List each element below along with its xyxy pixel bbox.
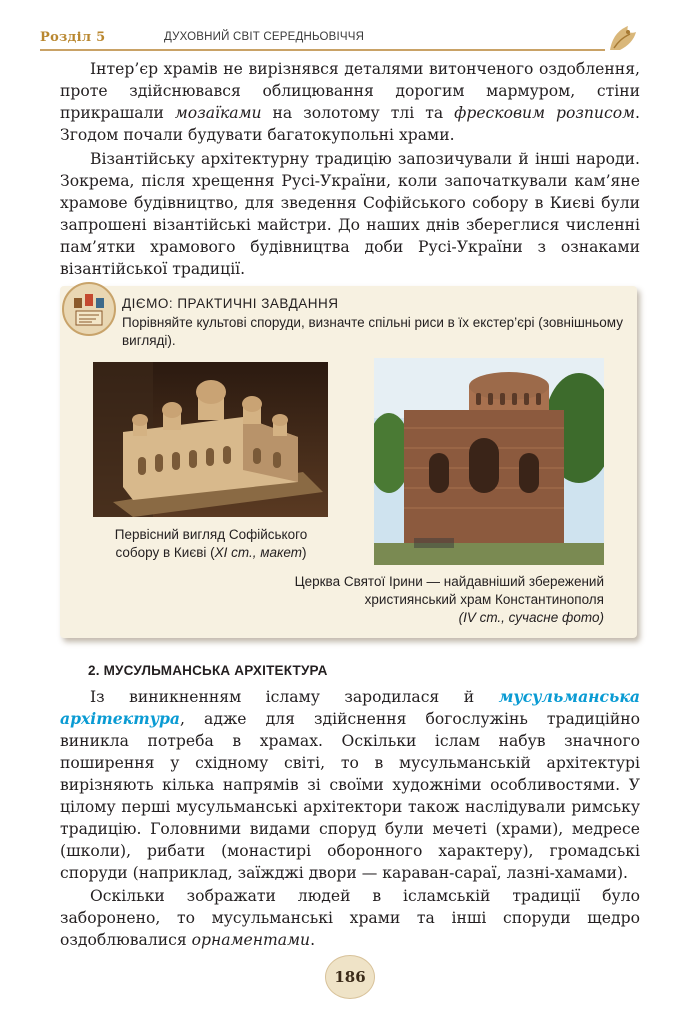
p1-text-2: на золотому тлі та xyxy=(261,104,455,122)
page-number: 186 xyxy=(325,955,375,999)
p1-text-1: Інтер’єр храмів не вирізнявся деталями витонченого оздоблення, проте здійснювався облицювання дорогим мармуром, стіни прикрашали xyxy=(60,60,640,122)
term-mosaics: мозаїками xyxy=(174,104,262,122)
p3-text-2: , адже для здійснення богослужінь традиційно виникла потреба в храмах. Оскільки іслам набув значного поширення у східному світі, то в мусульманській архітектурі вирізняють кілька напрямів зі своїми художніми особливостями. У цілому перші мусульманські архітектори також наслідували римську традицію. Головними видами споруд були мечеті (храми), медресе (школи), рибати (монастирі оборонного характеру), громадські споруди (наприклад, заїжджі двори — караван-сараї, лазні-хамами). xyxy=(60,710,640,882)
caption-sophia-model xyxy=(76,526,346,562)
p1-text-3: . Згодом почали будувати багатокупольні храми. xyxy=(60,104,640,144)
p3-text-1: Із виникненням ісламу зародилася й xyxy=(90,688,499,706)
term-ornaments: орнаментами xyxy=(191,931,311,949)
caption-hagia-irene xyxy=(244,573,604,627)
practical-task-box xyxy=(60,286,637,638)
paragraph-ornaments xyxy=(60,885,640,951)
p4-text-2: . xyxy=(310,931,316,949)
sophia-cathedral-model-image xyxy=(93,362,328,517)
caption1-line2: собору в Києві ( xyxy=(115,545,215,560)
p4-text-1: Оскільки зображати людей в ісламській традиції було заборонено, то мусульманські храми та інші споруди щедро оздоблювалися xyxy=(60,887,640,949)
caption2-line1: Церква Святої Ірини — найдавніший збережений xyxy=(294,574,604,589)
task-description: Порівняйте культові споруди, визначте спільні риси в їх екстер’єрі (зовнішньому вигляді). xyxy=(122,315,623,348)
running-header xyxy=(40,30,640,52)
section-heading: 2. МУСУЛЬМАНСЬКА АРХІТЕКТУРА xyxy=(88,663,328,678)
term-muslim-architecture: мусульманська архітектура xyxy=(60,687,640,728)
header-rule xyxy=(40,49,605,51)
caption2-line2: християнський храм Константинополя xyxy=(364,592,604,607)
caption1-line1: Первісний вигляд Софійського xyxy=(114,527,308,542)
ornament-logo-icon xyxy=(606,24,640,54)
term-fresco: фресковим розписом xyxy=(454,104,636,122)
task-title: ДІЄМО: ПРАКТИЧНІ ЗАВДАННЯ xyxy=(122,296,339,311)
task-badge-icon xyxy=(62,282,116,336)
caption2-date: (ІV ст., сучасне фото) xyxy=(458,610,604,625)
chapter-label: Розділ 5 xyxy=(40,30,106,45)
section-running-title: ДУХОВНИЙ СВІТ СЕРЕДНЬОВІЧЧЯ xyxy=(164,31,365,43)
paragraph-interior xyxy=(60,58,640,146)
caption1-close: ) xyxy=(301,545,307,560)
paragraph-byzantine-tradition: Візантійську архітектурну традицію запозичували й інші народи. Зокрема, після хрещення Русі-України, коли започаткували кам’яне храмове будівництво, для зведення Софійського собору в Києві були запрошені візантійські майстри. До наших днів збереглися численні пам’ятки храмового будівництва доби Русі-України з ознаками візантійської традиції. xyxy=(60,150,640,278)
caption1-date: ХІ ст., макет xyxy=(214,545,302,560)
paragraph-muslim-architecture xyxy=(60,686,640,884)
hagia-irene-church-image xyxy=(374,358,604,565)
